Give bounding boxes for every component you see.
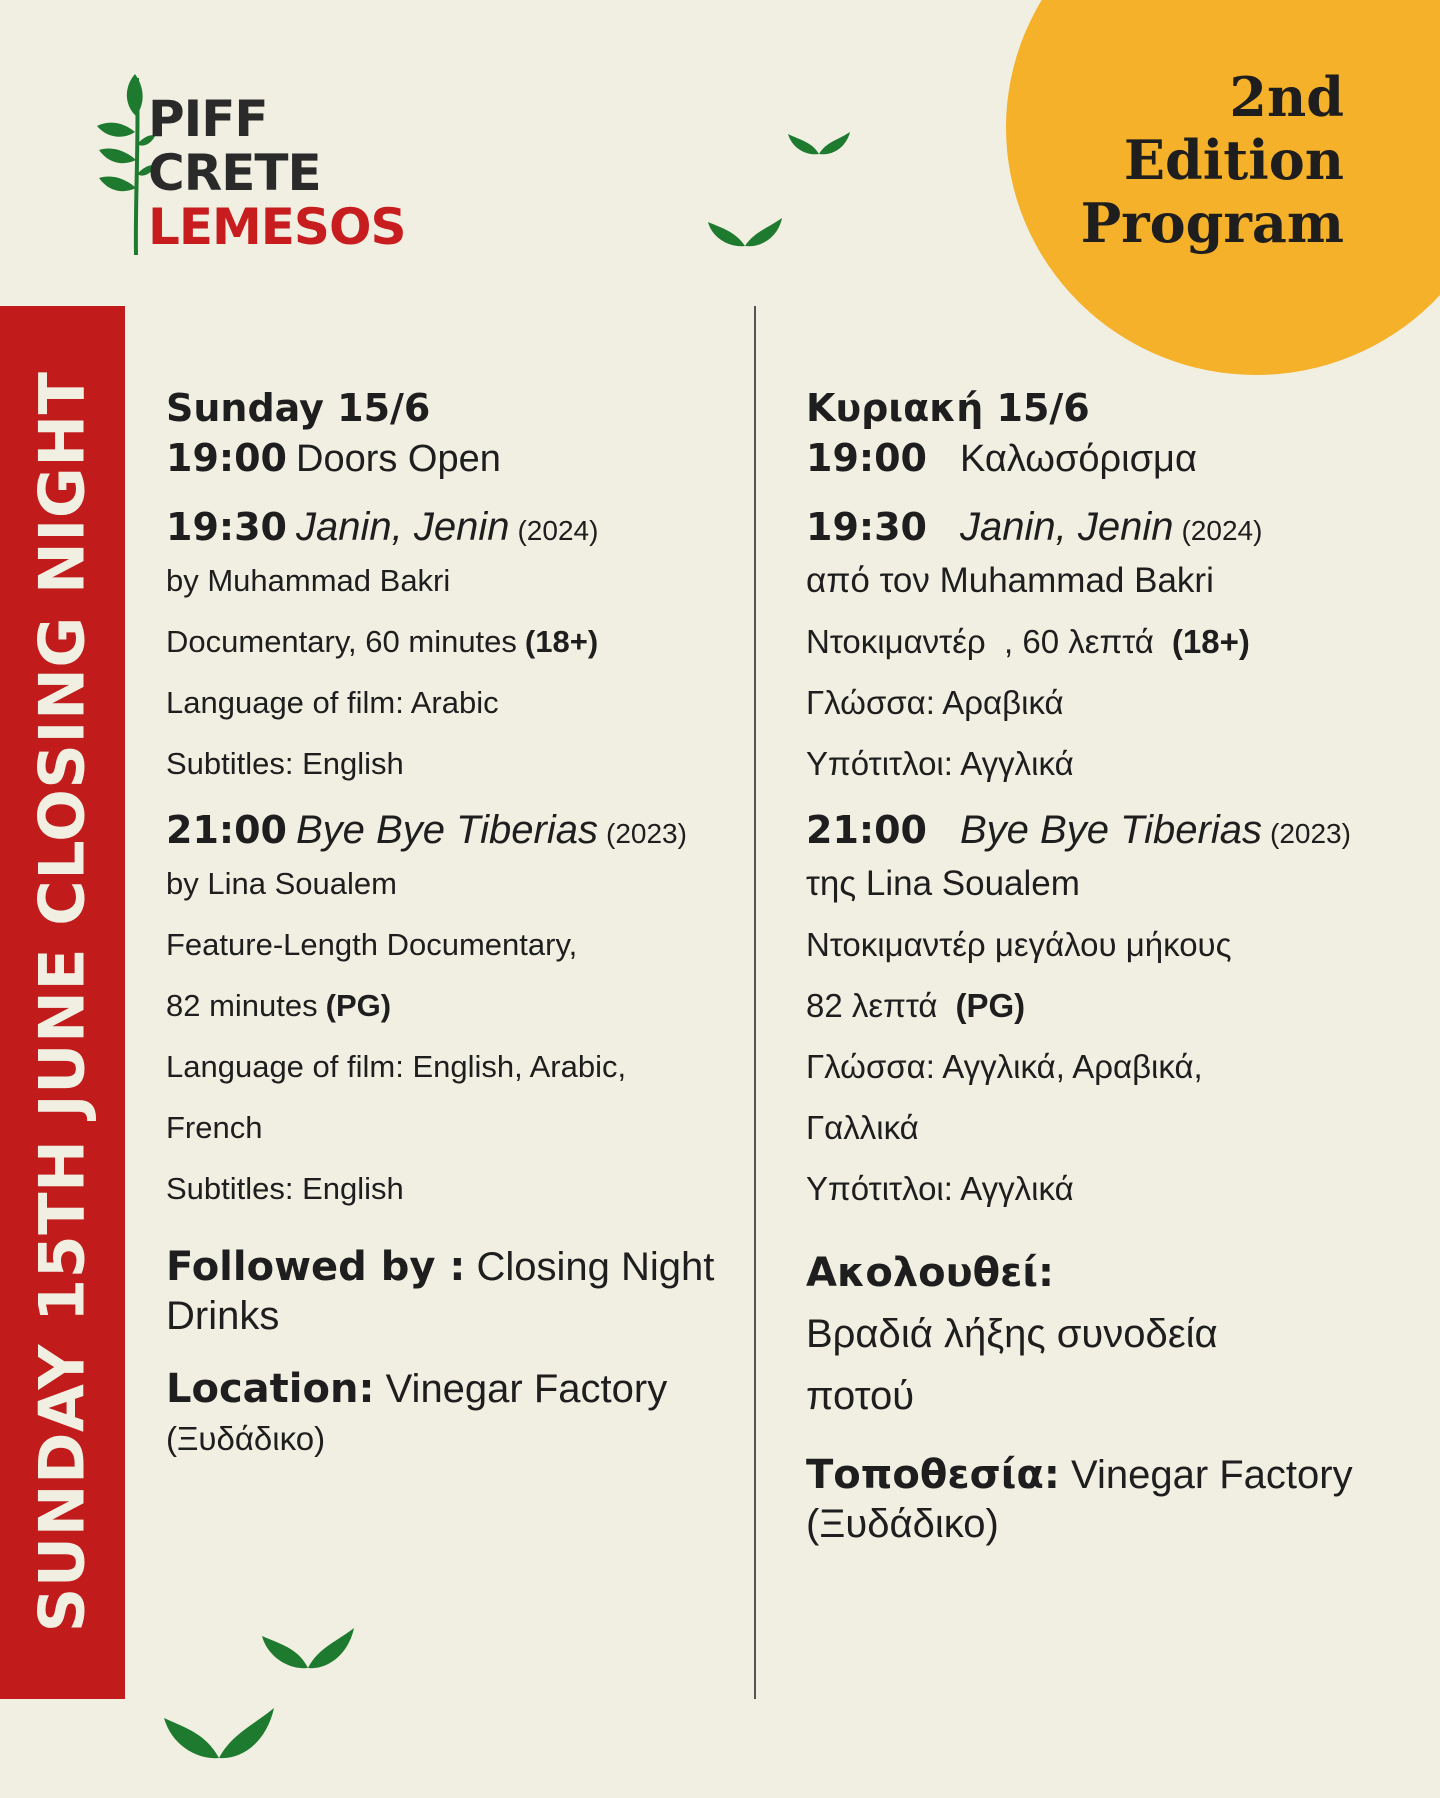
doors-row	[166, 436, 736, 481]
film-year: (2023)	[606, 818, 687, 849]
location-label: Τοποθεσία:	[806, 1452, 1060, 1498]
film2-row	[166, 808, 736, 853]
festival-logo	[95, 70, 435, 260]
leaf-icon	[706, 214, 784, 250]
rating: (18+)	[1171, 623, 1250, 660]
duration-text: 82 λεπτά	[806, 987, 938, 1024]
location-text: Vinegar Factory	[385, 1367, 668, 1411]
film-title: Bye Bye Tiberias	[960, 808, 1262, 852]
rating: (18+)	[524, 624, 599, 659]
film-language: Language of film: Arabic	[166, 685, 499, 720]
film-year: (2023)	[1270, 818, 1351, 849]
film-subtitles: Υπότιτλοι: Αγγλικά	[806, 745, 1074, 782]
film-genre: Ντοκιμαντέρ μεγάλου μήκους	[806, 926, 1232, 963]
film-genre	[166, 611, 736, 672]
film-language-cont: French	[166, 1110, 263, 1145]
event-label: Doors Open	[296, 438, 501, 480]
english-program	[166, 380, 736, 1463]
film-language: Γλώσσα: Αγγλικά, Αραβικά,	[806, 1048, 1203, 1085]
time: 21:00	[166, 808, 287, 852]
film-director: by Muhammad Bakri	[166, 563, 451, 598]
film-title: Janin, Jenin	[296, 505, 510, 549]
film-director: από τον Muhammad Bakri	[806, 561, 1214, 600]
closing-night-banner-text: SUNDAY 15TH JUNE CLOSING NIGHT	[25, 371, 99, 1633]
genre-text: Documentary, 60 minutes	[166, 624, 517, 659]
day-heading: Sunday 15/6	[166, 386, 431, 430]
time: 19:00	[166, 436, 287, 480]
column-divider	[754, 306, 756, 1699]
rating: (PG)	[955, 987, 1026, 1024]
film-genre: Feature-Length Documentary,	[166, 927, 578, 962]
followed-label	[806, 1243, 1396, 1303]
followed-by	[166, 1243, 736, 1292]
followed-text-cont: ποτού	[806, 1374, 915, 1418]
film-genre	[806, 611, 1396, 672]
film-language: Γλώσσα: Αραβικά	[806, 684, 1064, 721]
duration-text: 82 minutes	[166, 988, 318, 1023]
film1-row	[806, 505, 1396, 550]
doors-row	[806, 436, 1396, 481]
followed-text: Βραδιά λήξης συνοδεία	[806, 1312, 1218, 1356]
film-language: Language of film: English, Arabic,	[166, 1049, 627, 1084]
film-title: Bye Bye Tiberias	[296, 808, 598, 852]
leaf-icon	[786, 128, 852, 158]
film-title: Janin, Jenin	[960, 505, 1174, 549]
location	[166, 1365, 736, 1414]
followed-label: Followed by :	[166, 1244, 466, 1290]
film2-row	[806, 808, 1396, 853]
time: 19:00	[806, 436, 927, 480]
location-label: Location:	[166, 1366, 375, 1412]
film1-row	[166, 505, 736, 550]
logo-word-piff: PIFF	[148, 90, 268, 148]
film-subtitles: Subtitles: English	[166, 1171, 404, 1206]
leaf-icon	[162, 1706, 276, 1762]
badge-line-2: Edition	[1123, 128, 1344, 192]
film-year: (2024)	[1181, 515, 1263, 546]
followed-text: Closing Night	[476, 1245, 715, 1289]
badge-line-1: 2nd	[1229, 65, 1344, 129]
day-heading: Κυριακή 15/6	[806, 386, 1090, 430]
edition-badge-text	[1081, 66, 1344, 255]
film-subtitles: Subtitles: English	[166, 746, 404, 781]
location-text: Vinegar Factory	[1070, 1453, 1353, 1497]
film-director: της Lina Soualem	[806, 864, 1080, 903]
rating: (PG)	[325, 988, 392, 1023]
followed-label-text: Ακολουθεί:	[806, 1250, 1054, 1296]
film-director: by Lina Soualem	[166, 866, 397, 901]
time: 19:30	[166, 505, 287, 549]
event-label: Καλωσόρισμα	[960, 438, 1197, 480]
logo-word-crete: CRETE	[148, 144, 321, 202]
film-subtitles: Υπότιτλοι: Αγγλικά	[806, 1170, 1074, 1207]
time: 21:00	[806, 808, 927, 852]
film-duration	[166, 975, 736, 1036]
followed-text-cont: Drinks	[166, 1294, 280, 1338]
film-year: (2024)	[517, 515, 599, 546]
leaf-icon	[260, 1626, 356, 1672]
location	[806, 1451, 1396, 1500]
olive-branch-icon	[95, 70, 155, 260]
time: 19:30	[806, 505, 927, 549]
location-text-cont: (Ξυδάδικο)	[806, 1502, 999, 1546]
logo-word-lemesos: LEMESOS	[148, 198, 406, 256]
badge-line-3: Program	[1080, 191, 1344, 255]
film-duration	[806, 975, 1396, 1036]
genre-text: Ντοκιμαντέρ , 60 λεπτά	[806, 623, 1154, 660]
greek-program	[806, 380, 1396, 1549]
location-text-cont: (Ξυδάδικο)	[166, 1420, 326, 1457]
film-language-cont: Γαλλικά	[806, 1109, 919, 1146]
